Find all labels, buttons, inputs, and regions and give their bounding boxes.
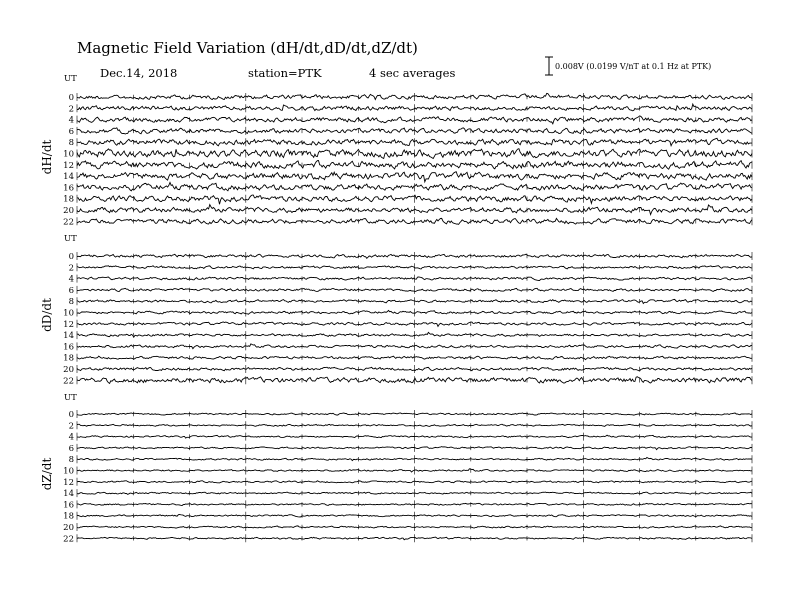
date-label: Dec.14, 2018 — [100, 66, 178, 80]
figure-title: Magnetic Field Variation (dH/dt,dD/dt,dZ/dt) — [77, 39, 418, 57]
row-label: 16 — [63, 500, 74, 511]
panel-dddt — [40, 234, 752, 386]
ut-axis-label: UT — [64, 234, 77, 244]
row-label: 4 — [68, 432, 74, 443]
panel-ylabel: dD/dt — [40, 298, 54, 332]
scale-bar — [545, 57, 711, 75]
row-label: 0 — [68, 252, 74, 262]
panel-ylabel: dZ/dt — [40, 457, 54, 491]
row-label: 10 — [63, 308, 74, 319]
ut-axis-label: UT — [64, 393, 77, 403]
station-label: station=PTK — [248, 66, 322, 80]
row-label: 0 — [68, 410, 74, 420]
row-label: 22 — [63, 534, 74, 545]
averaging-label: 4 sec averages — [369, 66, 456, 80]
row-label: 18 — [63, 511, 74, 522]
row-label: 6 — [68, 285, 74, 296]
row-label: 16 — [63, 183, 74, 194]
row-label: 14 — [63, 489, 74, 500]
row-label: 14 — [63, 331, 74, 342]
ut-axis-label: UT — [64, 74, 77, 84]
trace-ticks — [77, 354, 752, 362]
row-label: 2 — [68, 104, 74, 115]
row-label: 12 — [63, 160, 74, 171]
row-label: 12 — [63, 477, 74, 488]
trace-ticks — [77, 93, 752, 101]
row-label: 12 — [63, 319, 74, 330]
row-label: 16 — [63, 342, 74, 353]
row-label: 2 — [68, 263, 74, 274]
row-label: 20 — [63, 206, 74, 216]
row-label: 8 — [68, 297, 74, 308]
row-label: 10 — [63, 149, 74, 160]
row-label: 18 — [63, 353, 74, 364]
row-label: 6 — [68, 443, 74, 454]
scale-label: 0.008V (0.0199 V/nT at 0.1 Hz at PTK) — [555, 62, 712, 71]
panel-dhdt — [40, 74, 752, 227]
trace-ticks — [77, 183, 752, 191]
row-label: 0 — [68, 93, 74, 103]
row-label: 8 — [68, 455, 74, 466]
row-label: 6 — [68, 126, 74, 137]
row-label: 4 — [68, 274, 74, 285]
row-label: 20 — [63, 365, 74, 375]
row-label: 20 — [63, 523, 74, 533]
row-label: 18 — [63, 194, 74, 205]
row-label: 14 — [63, 172, 74, 183]
panel-ylabel: dH/dt — [40, 139, 54, 175]
row-label: 22 — [63, 376, 74, 387]
row-label: 2 — [68, 421, 74, 432]
row-label: 10 — [63, 466, 74, 477]
row-label: 4 — [68, 115, 74, 126]
row-label: 8 — [68, 138, 74, 149]
row-label: 22 — [63, 217, 74, 228]
trace-ticks — [77, 138, 752, 146]
trace-ticks — [77, 161, 752, 169]
panel-dzdt — [40, 393, 752, 544]
trace-panels — [40, 74, 752, 544]
